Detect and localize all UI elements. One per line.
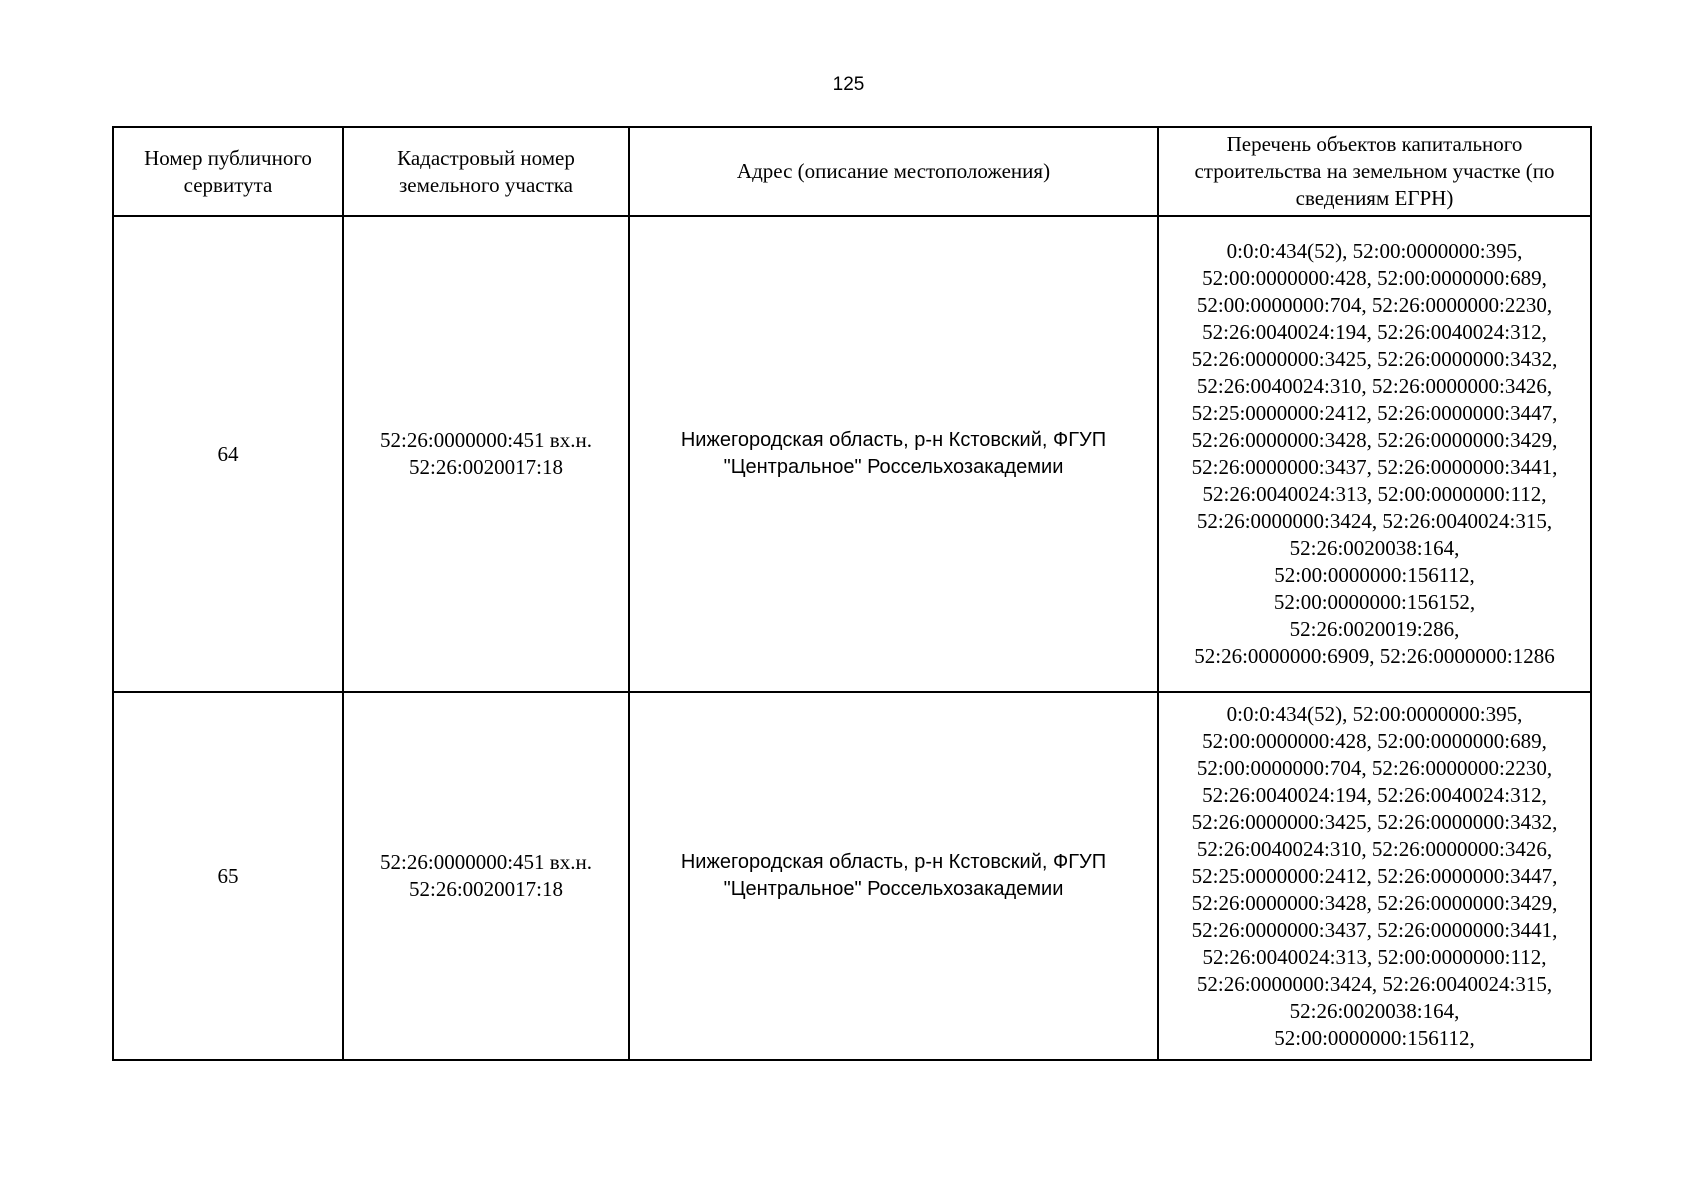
object-list-line: 52:26:0000000:3424, 52:26:0040024:315, — [1196, 509, 1553, 533]
object-list-line: 52:26:0000000:3425, 52:26:0000000:3432, — [1191, 809, 1558, 834]
header-address: Адрес (описание местоположения) — [629, 127, 1158, 216]
header-capital-objects: Перечень объектов капитального строительства на земельном участке (по сведениям ЕГРН) — [1158, 127, 1591, 216]
table-row — [113, 216, 1591, 692]
address-line: Нижегородская область, р-н Кстовский, ФГУП — [680, 851, 1107, 873]
object-list-line: 52:26:0000000:3437, 52:26:0000000:3441, — [1191, 455, 1558, 479]
object-list-line: 52:25:0000000:2412, 52:26:0000000:3447, — [1191, 401, 1558, 425]
object-list-line: 52:00:0000000:156152, — [1273, 590, 1476, 614]
address-line: "Центральное" Россельхозакадемии — [723, 456, 1064, 478]
capital-objects-cell — [1158, 692, 1591, 1060]
cadastral-line: 52:26:0000000:451 вх.н. — [380, 850, 592, 874]
object-list-line: 52:26:0040024:194, 52:26:0040024:312, — [1202, 320, 1547, 344]
object-list-line: 52:26:0000000:3425, 52:26:0000000:3432, — [1191, 347, 1558, 371]
cadastral-line: 52:26:0000000:451 вх.н. — [380, 428, 592, 452]
object-list-line: 52:26:0000000:3424, 52:26:0040024:315, — [1196, 971, 1553, 996]
object-list-line: 52:26:0000000:6909, 52:26:0000000:1286 — [1194, 644, 1555, 668]
table-row — [113, 692, 1591, 1060]
object-list-line: 52:26:0020038:164, — [1289, 536, 1460, 560]
object-list-line: 52:26:0040024:313, 52:00:0000000:112, — [1202, 482, 1547, 506]
object-list-line: 52:26:0040024:310, 52:26:0000000:3426, — [1196, 374, 1553, 398]
address-cell — [629, 692, 1158, 1060]
object-list-line: 52:00:0000000:704, 52:26:0000000:2230, — [1196, 293, 1553, 317]
address-line: "Центральное" Россельхозакадемии — [723, 878, 1064, 900]
object-list-line: 52:00:0000000:428, 52:00:0000000:689, — [1202, 266, 1547, 290]
object-list-line: 52:26:0000000:3437, 52:26:0000000:3441, — [1191, 917, 1558, 942]
object-list-line: 52:25:0000000:2412, 52:26:0000000:3447, — [1191, 863, 1558, 888]
object-list-line: 0:0:0:434(52), 52:00:0000000:395, — [1226, 701, 1523, 726]
table-header-row — [113, 127, 1591, 216]
cadastral-number-cell — [343, 216, 629, 692]
header-cadastral-number: Кадастровый номер земельного участка — [343, 127, 629, 216]
object-list-line: 52:26:0040024:310, 52:26:0000000:3426, — [1196, 836, 1553, 861]
servitude-number-cell: 65 — [113, 692, 343, 1060]
object-list-line: 52:00:0000000:428, 52:00:0000000:689, — [1202, 728, 1547, 753]
object-list-line: 52:00:0000000:156112, — [1274, 563, 1475, 587]
object-list-line: 52:26:0020038:164, — [1289, 998, 1460, 1023]
address-cell — [629, 216, 1158, 692]
header-servitude-number: Номер публичного сервитута — [113, 127, 343, 216]
capital-objects-cell — [1158, 216, 1591, 692]
object-list-line: 52:00:0000000:704, 52:26:0000000:2230, — [1196, 755, 1553, 780]
object-list-line: 52:26:0040024:313, 52:00:0000000:112, — [1202, 944, 1547, 969]
object-list-line: 52:26:0020019:286, — [1289, 617, 1460, 641]
address-line: Нижегородская область, р-н Кстовский, ФГУП — [680, 429, 1107, 451]
object-list-line: 52:26:0000000:3428, 52:26:0000000:3429, — [1191, 890, 1558, 915]
cadastral-line: 52:26:0020017:18 — [408, 877, 563, 901]
cadastral-number-cell — [343, 692, 629, 1060]
servitude-table — [112, 126, 1592, 1061]
cadastral-line: 52:26:0020017:18 — [408, 455, 563, 479]
object-list-line: 0:0:0:434(52), 52:00:0000000:395, — [1226, 239, 1523, 263]
object-list-line: 52:26:0040024:194, 52:26:0040024:312, — [1202, 782, 1547, 807]
object-list-line: 52:00:0000000:156112, — [1274, 1025, 1475, 1050]
servitude-number-cell: 64 — [113, 216, 343, 692]
object-list-line: 52:26:0000000:3428, 52:26:0000000:3429, — [1191, 428, 1558, 452]
page-number: 125 — [832, 74, 865, 95]
